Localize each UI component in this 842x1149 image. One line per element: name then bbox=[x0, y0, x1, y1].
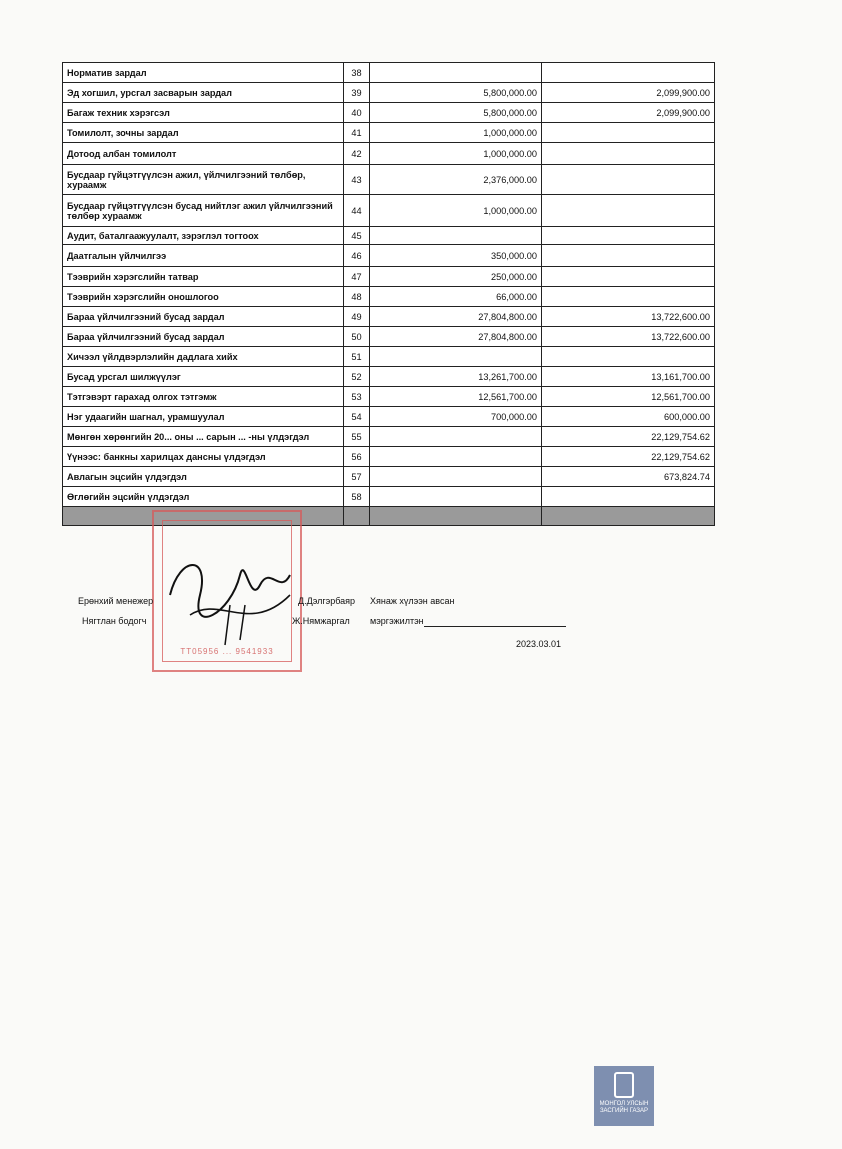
specialist-line bbox=[424, 626, 566, 627]
row-label: Даатгалын үйлчилгээ bbox=[63, 245, 344, 267]
row-value-1: 1,000,000.00 bbox=[370, 143, 542, 165]
row-value-1 bbox=[370, 227, 542, 245]
row-value-2 bbox=[542, 287, 715, 307]
row-number: 41 bbox=[344, 123, 370, 143]
row-value-2: 13,722,600.00 bbox=[542, 327, 715, 347]
row-value-1: 700,000.00 bbox=[370, 407, 542, 427]
footer-cell bbox=[344, 507, 370, 526]
logo-line-1: МОНГОЛ УЛСЫН bbox=[599, 1101, 649, 1107]
row-number: 52 bbox=[344, 367, 370, 387]
row-value-2: 12,561,700.00 bbox=[542, 387, 715, 407]
table-row bbox=[63, 467, 715, 487]
row-number: 55 bbox=[344, 427, 370, 447]
row-value-2 bbox=[542, 143, 715, 165]
row-number: 57 bbox=[344, 467, 370, 487]
row-value-2: 600,000.00 bbox=[542, 407, 715, 427]
row-value-2 bbox=[542, 487, 715, 507]
logo-line-2: ЗАСГИЙН ГАЗАР bbox=[599, 1108, 649, 1115]
row-value-2 bbox=[542, 347, 715, 367]
reviewed-label: Хянаж хүлээн авсан bbox=[370, 596, 455, 606]
row-label: Аудит, баталгаажуулалт, зэрэглэл тогтоох bbox=[63, 227, 344, 245]
row-label: Бусдаар гүйцэтгүүлсэн бусад нийтлэг ажил үйлчилгээний төлбөр хураамж bbox=[63, 195, 344, 227]
table-row bbox=[63, 83, 715, 103]
table-row bbox=[63, 143, 715, 165]
row-label: Бусдаар гүйцэтгүүлсэн ажил, үйлчилгээний төлбөр, хураамж bbox=[63, 165, 344, 195]
table-row bbox=[63, 103, 715, 123]
row-number: 50 bbox=[344, 327, 370, 347]
table-row bbox=[63, 367, 715, 387]
expense-table bbox=[62, 62, 715, 526]
row-label: Тээврийн хэрэгслийн оношлогоо bbox=[63, 287, 344, 307]
table-row bbox=[63, 387, 715, 407]
row-value-2 bbox=[542, 267, 715, 287]
row-label: Мөнгөн хөрөнгийн 20... оны ... сарын ... -ны үлдэгдэл bbox=[63, 427, 344, 447]
row-label: Авлагын эцсийн үлдэгдэл bbox=[63, 467, 344, 487]
table-row bbox=[63, 267, 715, 287]
row-label: Бараа үйлчилгээний бусад зардал bbox=[63, 307, 344, 327]
row-value-2: 13,722,600.00 bbox=[542, 307, 715, 327]
table-row bbox=[63, 447, 715, 467]
table-row bbox=[63, 347, 715, 367]
row-label: Тээврийн хэрэгслийн татвар bbox=[63, 267, 344, 287]
table-row bbox=[63, 165, 715, 195]
row-value-1: 13,261,700.00 bbox=[370, 367, 542, 387]
table-row bbox=[63, 487, 715, 507]
row-number: 54 bbox=[344, 407, 370, 427]
row-label: Норматив зардал bbox=[63, 63, 344, 83]
table-row bbox=[63, 287, 715, 307]
row-value-2: 673,824.74 bbox=[542, 467, 715, 487]
row-value-2: 13,161,700.00 bbox=[542, 367, 715, 387]
table-row bbox=[63, 63, 715, 83]
row-number: 43 bbox=[344, 165, 370, 195]
government-logo bbox=[594, 1066, 654, 1126]
row-value-1 bbox=[370, 447, 542, 467]
row-value-2: 22,129,754.62 bbox=[542, 447, 715, 467]
row-value-1: 12,561,700.00 bbox=[370, 387, 542, 407]
row-value-1: 5,800,000.00 bbox=[370, 103, 542, 123]
row-value-2: 2,099,900.00 bbox=[542, 103, 715, 123]
table-row bbox=[63, 427, 715, 447]
table-body bbox=[63, 63, 715, 526]
row-value-1 bbox=[370, 63, 542, 83]
row-number: 38 bbox=[344, 63, 370, 83]
specialist-label: мэргэжилтэн bbox=[370, 616, 424, 626]
row-label: Нэг удаагийн шагнал, урамшуулал bbox=[63, 407, 344, 427]
row-value-2 bbox=[542, 227, 715, 245]
table-row bbox=[63, 307, 715, 327]
row-value-2 bbox=[542, 63, 715, 83]
row-value-2 bbox=[542, 123, 715, 143]
row-label: Дотоод албан томилолт bbox=[63, 143, 344, 165]
table-row bbox=[63, 407, 715, 427]
footer-cell bbox=[542, 507, 715, 526]
row-label: Үүнээс: банкны харилцах дансны үлдэгдэл bbox=[63, 447, 344, 467]
row-value-1: 5,800,000.00 bbox=[370, 83, 542, 103]
row-value-1: 1,000,000.00 bbox=[370, 195, 542, 227]
accountant-label: Нягтлан бодогч bbox=[82, 616, 147, 626]
row-number: 49 bbox=[344, 307, 370, 327]
row-value-1: 350,000.00 bbox=[370, 245, 542, 267]
table-row bbox=[63, 327, 715, 347]
row-value-2 bbox=[542, 245, 715, 267]
manager-label: Ерөнхий менежер bbox=[78, 596, 154, 606]
row-number: 45 bbox=[344, 227, 370, 245]
row-value-2: 2,099,900.00 bbox=[542, 83, 715, 103]
row-value-1 bbox=[370, 347, 542, 367]
footer-cell bbox=[370, 507, 542, 526]
row-label: Эд хогшил, урсгал засварын зардал bbox=[63, 83, 344, 103]
row-value-1 bbox=[370, 427, 542, 447]
table-row bbox=[63, 195, 715, 227]
manager-name: Д.Дэлгэрбаяр bbox=[298, 596, 356, 606]
row-number: 51 bbox=[344, 347, 370, 367]
row-number: 42 bbox=[344, 143, 370, 165]
row-value-1: 250,000.00 bbox=[370, 267, 542, 287]
row-label: Тэтгэвэрт гарахад олгох тэтгэмж bbox=[63, 387, 344, 407]
row-number: 46 bbox=[344, 245, 370, 267]
row-value-1: 1,000,000.00 bbox=[370, 123, 542, 143]
row-value-1 bbox=[370, 487, 542, 507]
row-label: Бусад урсгал шилжүүлэг bbox=[63, 367, 344, 387]
row-value-1: 27,804,800.00 bbox=[370, 307, 542, 327]
signature bbox=[150, 535, 310, 655]
row-label: Багаж техник хэрэгсэл bbox=[63, 103, 344, 123]
row-value-1: 2,376,000.00 bbox=[370, 165, 542, 195]
row-label: Бараа үйлчилгээний бусад зардал bbox=[63, 327, 344, 347]
row-label: Хичээл үйлдвэрлэлийн дадлага хийх bbox=[63, 347, 344, 367]
row-number: 40 bbox=[344, 103, 370, 123]
row-number: 48 bbox=[344, 287, 370, 307]
row-label: Өглөгийн эцсийн үлдэгдэл bbox=[63, 487, 344, 507]
row-number: 47 bbox=[344, 267, 370, 287]
table-row bbox=[63, 123, 715, 143]
row-value-1 bbox=[370, 467, 542, 487]
table-row bbox=[63, 227, 715, 245]
row-number: 53 bbox=[344, 387, 370, 407]
row-number: 56 bbox=[344, 447, 370, 467]
stamp-number: ТТ05956 ... 9541933 bbox=[180, 647, 274, 656]
row-label: Томилолт, зочны зардал bbox=[63, 123, 344, 143]
row-value-2 bbox=[542, 165, 715, 195]
report-date: 2023.03.01 bbox=[516, 639, 562, 649]
row-value-1: 27,804,800.00 bbox=[370, 327, 542, 347]
soyombo-icon bbox=[614, 1072, 634, 1098]
accountant-name: Ж.Нямжаргал bbox=[292, 616, 350, 626]
row-value-2: 22,129,754.62 bbox=[542, 427, 715, 447]
row-number: 39 bbox=[344, 83, 370, 103]
row-number: 44 bbox=[344, 195, 370, 227]
row-number: 58 bbox=[344, 487, 370, 507]
table-row bbox=[63, 245, 715, 267]
row-value-1: 66,000.00 bbox=[370, 287, 542, 307]
row-value-2 bbox=[542, 195, 715, 227]
